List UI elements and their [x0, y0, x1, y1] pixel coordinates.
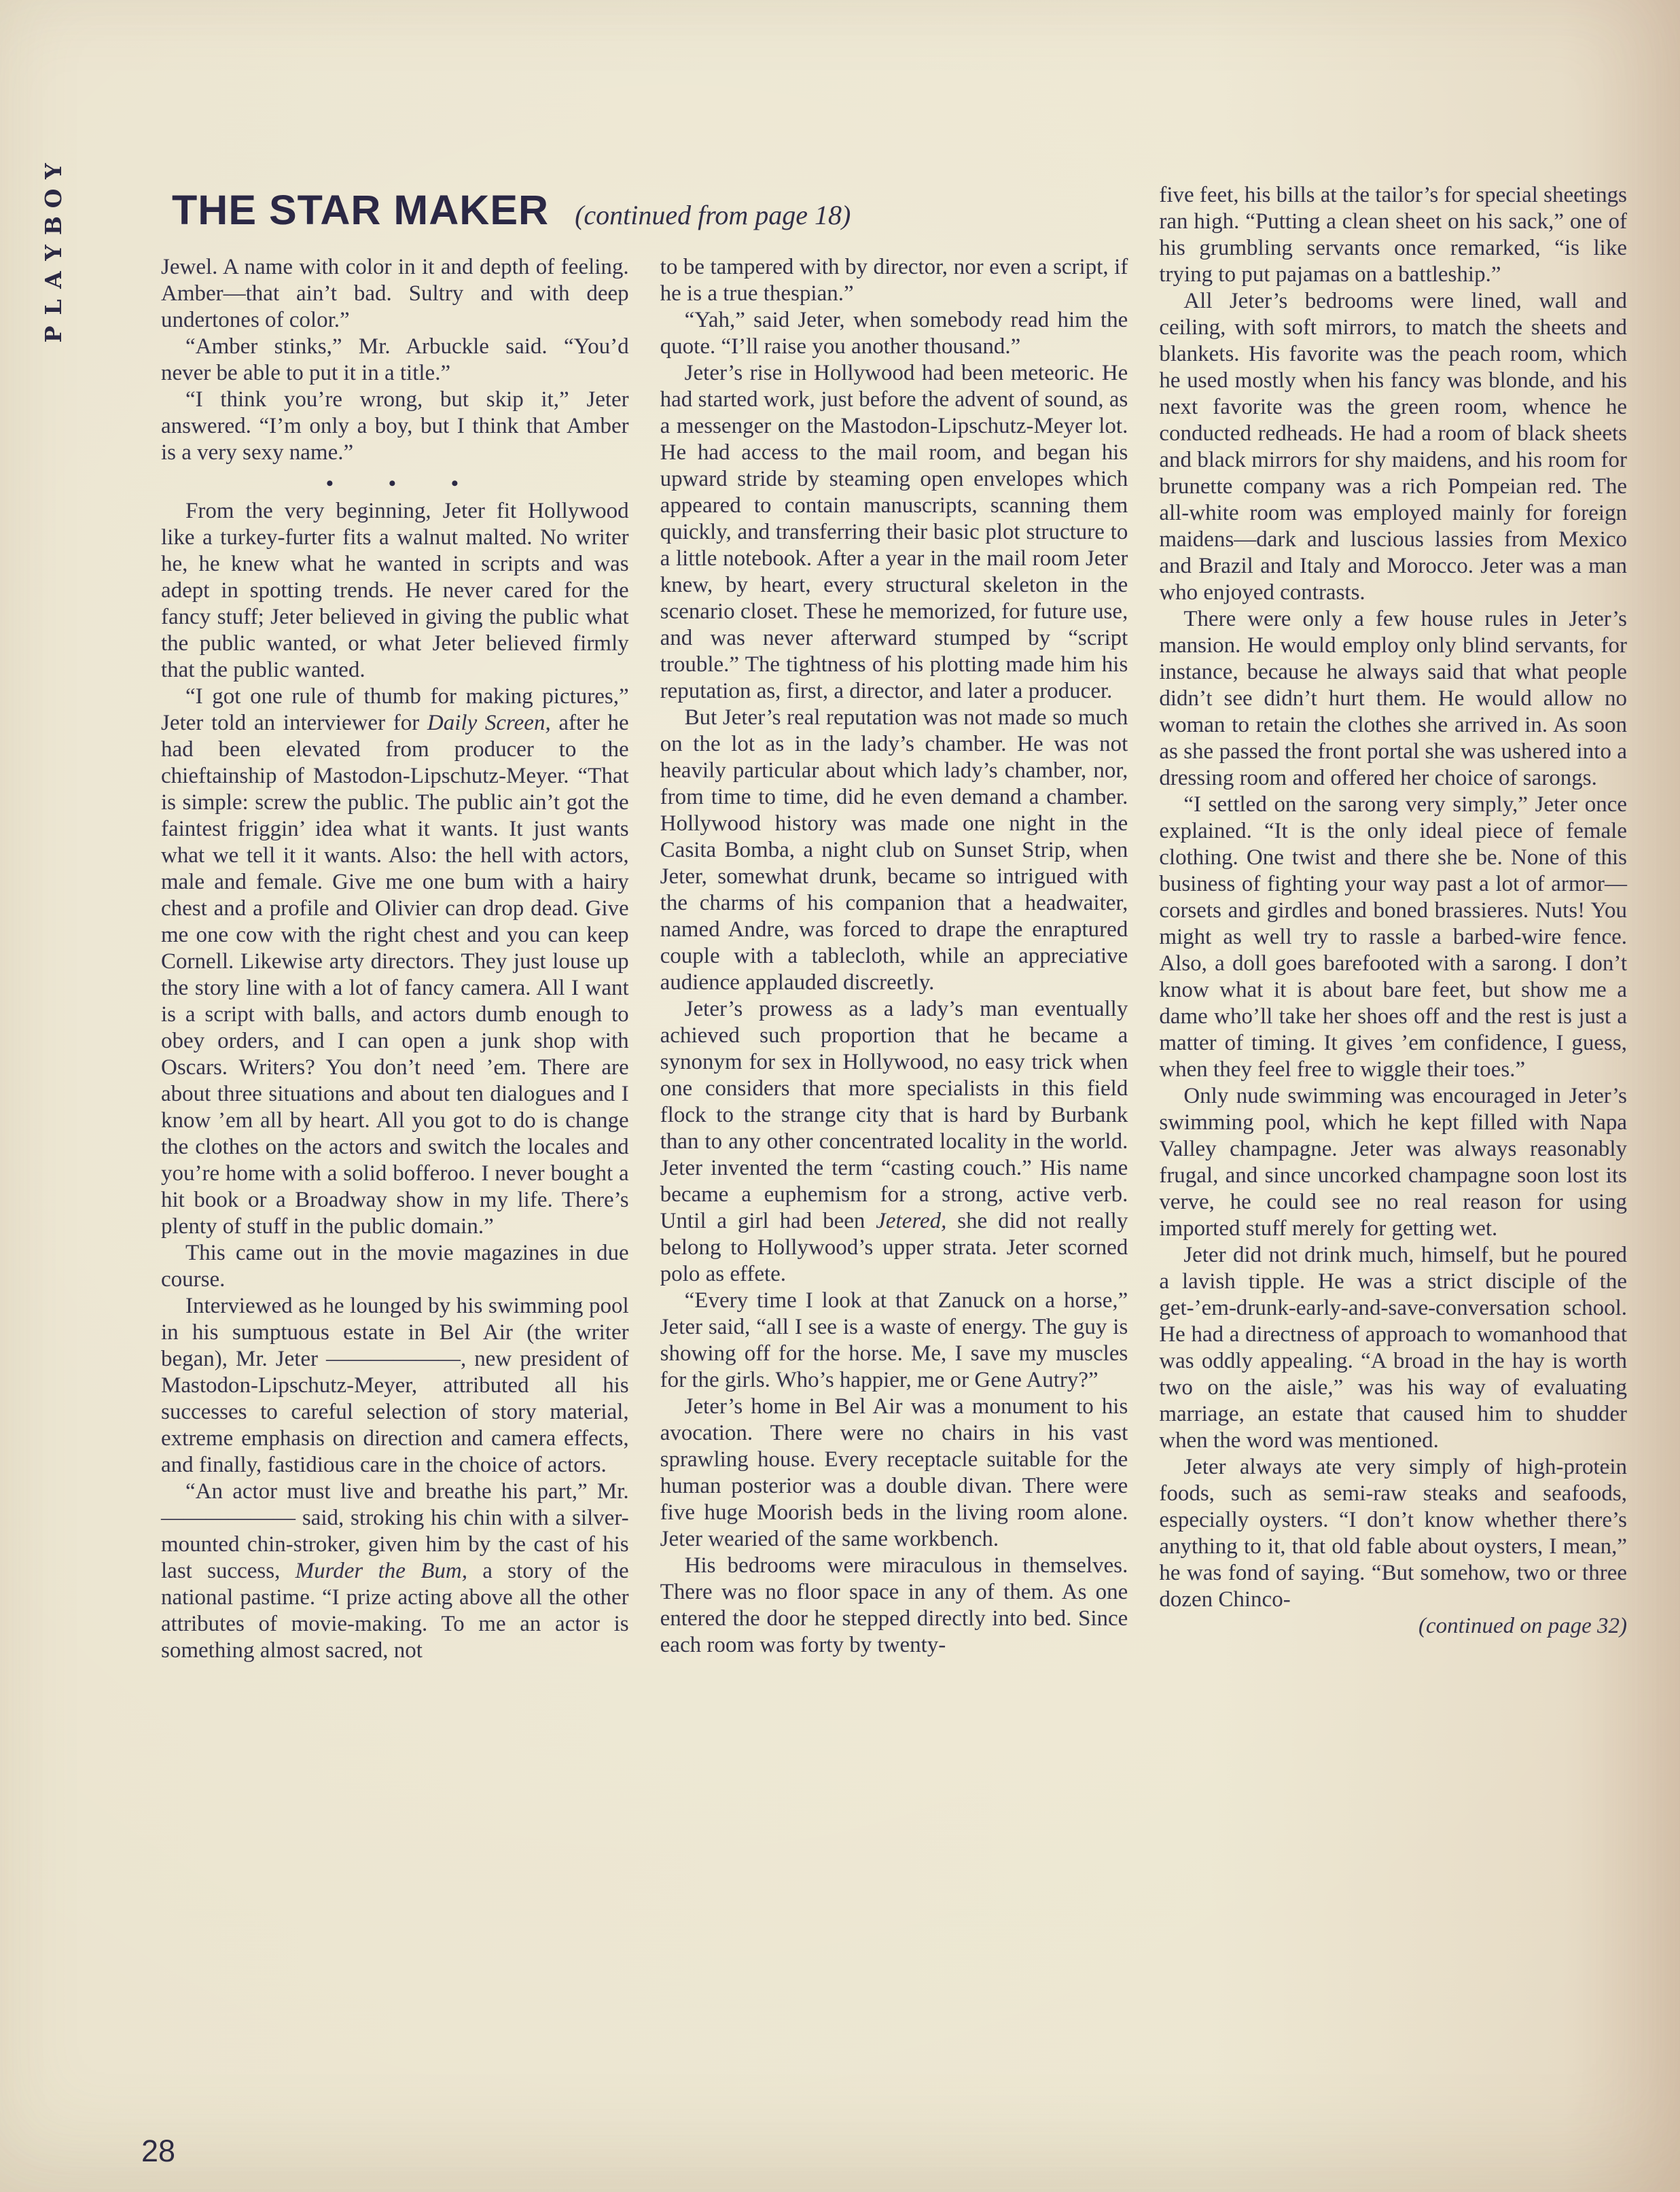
text-run: Jeter’s prowess as a lady’s man eventually achieved such proportion that he became a synonym for sex in Hollywood, no easy trick when one considers that more specialists in this field flock to the strange city that is hard by Burbank than to any other concentrated locality in the world. Jeter invented the term “casting couch.” His name became a euphemism for a strong, active verb. Until a girl had been: [660, 997, 1128, 1233]
text-run: From the very beginning, Jeter fit Hollywood like a turkey-furter fits a walnut malted. No writer he, he knew what he wanted in scripts and was adept in spotting trends. He never cared for the fancy stuff; Jeter believed in giving the public what the public wanted, or what Jeter believed firmly that the public wanted.: [161, 499, 629, 682]
text-run: This came out in the movie magazines in due course.: [161, 1241, 629, 1292]
paragraph: [161, 1240, 629, 1293]
text-run: Jetered,: [876, 1209, 947, 1233]
paragraph: [161, 1479, 629, 1664]
continued-footer: [1159, 1613, 1627, 1640]
paragraph: [660, 996, 1128, 1288]
text-run: Daily Screen,: [427, 711, 551, 735]
text-run: to be tampered with by director, nor even a script, if he is a true thespian.”: [660, 255, 1128, 306]
text-run: Only nude swimming was encouraged in Jeter’s swimming pool, which he kept filled with Napa Valley champagne. Jeter was always reasonably frugal, and since uncorked champagne soon lost its verve, he could see no real reason for using imported stuff merely for getting wet.: [1159, 1084, 1627, 1241]
paragraph: [161, 1293, 629, 1479]
paragraph: [1159, 1242, 1627, 1454]
paragraph: [1159, 1454, 1627, 1613]
text-column-2: [660, 254, 1128, 1664]
text-run: Jeter did not drink much, himself, but he poured a lavish tipple. He was a strict disciple of the get-’em-drunk-early-and-save-conversation school. He had a directness of approach to womanhood that was oddly appealing. “A broad in the hay is worth two on the aisle,” was his way of evaluating marriage, an estate that caused him to shudder when the word was mentioned.: [1159, 1243, 1627, 1453]
paragraph: [161, 254, 629, 334]
spine-letter: P: [39, 325, 67, 343]
paragraph: [1159, 1083, 1627, 1242]
text-column-3: [1159, 182, 1627, 1664]
text-run: “Amber stinks,” Mr. Arbuckle said. “You’d never be able to put it in a title.”: [161, 334, 629, 385]
magazine-spine-label: [38, 160, 68, 345]
paragraph: [161, 684, 629, 1240]
paragraph: [660, 307, 1128, 360]
paragraph: [660, 1394, 1128, 1553]
spine-letter: B: [39, 216, 67, 235]
paragraph: [1159, 182, 1627, 288]
spine-letter: A: [39, 271, 67, 289]
text-run: “Every time I look at that Zanuck on a horse,” Jeter said, “all I see is a waste of energy. The guy is showing off for the horse. Me, I save my muscles for the girls. Who’s happier, me or Gene Autry?”: [660, 1288, 1128, 1392]
section-separator: • • •: [326, 472, 464, 495]
text-run: (continued on page 32): [1418, 1614, 1627, 1638]
text-run: Jewel. A name with color in it and depth of feeling. Amber—that ain’t bad. Sultry and with deep undertones of color.”: [161, 255, 629, 332]
text-run: “I got one rule of thumb for making pictures,” Jeter told an interviewer for: [161, 684, 629, 735]
text-run: All Jeter’s bedrooms were lined, wall and ceiling, with soft mirrors, to match the sheets and blankets. His favorite was the peach room, which he used mostly when his fancy was blonde, and his next favorite was the green room, whence he conducted redheads. He had a room of black sheets and black mirrors for shy maidens, and his room for brunette company was a rich Pompeian red. The all-white room was employed mainly for foreign maidens—dark and luscious lassies from Mexico and Brazil and Italy and Morocco. Jeter was a man who enjoyed contrasts.: [1159, 289, 1627, 605]
text-run: five feet, his bills at the tailor’s for special sheetings ran high. “Putting a clean sheet on his sack,” one of his grumbling servants once remarked, “is like trying to put pajamas on a battleship.”: [1159, 183, 1627, 287]
text-run: Jeter’s rise in Hollywood had been meteoric. He had started work, just before the advent of sound, as a messenger on the Mastodon-Lipschutz-Meyer lot. He had access to the mail room, and began his upward stride by steaming open envelopes which appeared to contain manuscripts, scanning them quickly, and transferring their basic plot structure to a little notebook. After a year in the mail room Jeter knew, by heart, every structural skeleton in the scenario closet. These he memorized, for future use, and was never afterward stumped by “script trouble.” The tightness of his plotting made him his reputation as, first, a director, and later a producer.: [660, 361, 1128, 703]
paragraph: [1159, 288, 1627, 606]
paragraph: [161, 334, 629, 387]
text-run: “Yah,” said Jeter, when somebody read him the quote. “I’ll raise you another thousand.”: [660, 308, 1128, 359]
page-number: 28: [141, 2134, 176, 2168]
paragraph: [161, 387, 629, 466]
text-run: Jeter’s home in Bel Air was a monument to his avocation. There were no chairs in his vast sprawling house. Every receptacle suitable for the human posterior was a double divan. There were five huge Moorish beds in the living room alone. Jeter wearied of the same workbench.: [660, 1394, 1128, 1551]
text-run: after he had been elevated from producer to the chieftainship of Mastodon-Lipschutz-Meyer. “That is simple: screw the public. The public ain’t got the faintest friggin’ idea what it wants. It just wants what we tell it it wants. Also: the hell with actors, male and female. Give me one bum with a hairy chest and a profile and Olivier can drop dead. Give me one cow with the right chest and you can keep Cornell. Likewise arty directors. They just louse up the story line with a lot of fancy camera. All I want is a script with balls, and actors dumb enough to obey orders, and I can open a junk shop with Oscars. Writers? You don’t need ’em. There are about three situations and about ten dialogues and I know ’em all by heart. All you got to do is change the clothes on the actors and switch the locales and you’re home with a solid bofferoo. I never bought a hit book or a Broadway show in my life. There’s plenty of stuff in the public domain.”: [161, 711, 629, 1239]
text-run: a story of the national pastime. “I prize acting above all the other attributes of movie-making. To me an actor is something almost sacred, not: [161, 1559, 629, 1663]
spine-letter: O: [39, 188, 67, 209]
spine-letter: L: [39, 299, 67, 315]
text-run: Murder the Bum,: [295, 1559, 467, 1583]
paragraph: [660, 1288, 1128, 1394]
text-run: she did not really belong to Hollywood’s upper strata. Jeter scorned polo as effete.: [660, 1209, 1128, 1286]
text-run: But Jeter’s real reputation was not made so much on the lot as in the lady’s chamber. He was not heavily particular about which lady’s chamber, nor, from time to time, did he even demand a chamber. Hollywood history was made one night in the Casita Bomba, a night club on Sunset Strip, when Jeter, somewhat drunk, became so intrigued with the charms of his companion that a headwaiter, named Andre, was forced to drape the enraptured couple with a tablecloth, while an appreciative audience applauded discreetly.: [660, 705, 1128, 995]
text-run: “An actor must live and breathe his part,” Mr. —————— said, stroking his chin with a silver-mounted chin-stroker, given him by the cast of his last success,: [161, 1479, 629, 1583]
paragraph: [660, 705, 1128, 996]
text-run: “I think you’re wrong, but skip it,” Jeter answered. “I’m only a boy, but I think that Amber is a very sexy name.”: [161, 387, 629, 465]
paragraph: [1159, 606, 1627, 792]
article-content: [161, 182, 1627, 1664]
paragraph: [161, 498, 629, 684]
text-run: Interviewed as he lounged by his swimming pool in his sumptuous estate in Bel Air (the writer began), Mr. Jeter ——————, new president of Mastodon-Lipschutz-Meyer, attributed all his successes to careful selection of story material, extreme emphasis on direction and camera effects, and finally, fastidious care in the choice of actors.: [161, 1294, 629, 1477]
article-title: THE STAR MAKER: [172, 187, 550, 233]
paragraph: [660, 254, 1128, 307]
paragraph: [1159, 792, 1627, 1083]
text-run: Jeter always ate very simply of high-protein foods, such as semi-raw steaks and seafoods, especially oysters. “I don’t know whether there’s anything to it, that old fable about oysters, I mean,” he was fond of saying. “But somehow, two or three dozen Chinco-: [1159, 1455, 1627, 1612]
spine-letter: Y: [39, 163, 67, 179]
text-run: There were only a few house rules in Jeter’s mansion. He would employ only blind servants, for instance, because he always said that what people didn’t see didn’t hurt them. He would allow no woman to retain the clothes she arrived in. As soon as she passed the front portal she was ushered into a dressing room and offered her choice of sarongs.: [1159, 607, 1627, 790]
spine-letter: Y: [39, 245, 67, 261]
text-column-1: [161, 254, 629, 1664]
continuation-note: (continued from page 18): [575, 200, 851, 230]
text-run: His bedrooms were miraculous in themselves. There was no floor space in any of them. As one entered the door he stepped directly into bed. Since each room was forty by twenty-: [660, 1553, 1128, 1657]
paragraph: [660, 1553, 1128, 1659]
paragraph: [660, 360, 1128, 705]
text-run: “I settled on the sarong very simply,” Jeter once explained. “It is the only ideal piece of female clothing. One twist and there she be. None of this business of fighting your way past a lot of armor—corsets and girdles and boned brassieres. Nuts! You might as well try to rassle a barbed-wire fence. Also, a doll goes barefooted with a sarong. I don’t know what it is about bare feet, but show me a dame who’ll take her shoes off and the rest is just a matter of timing. It gives ’em confidence, I guess, when they feel free to wiggle their toes.”: [1159, 792, 1627, 1082]
article-header: [161, 182, 1128, 254]
